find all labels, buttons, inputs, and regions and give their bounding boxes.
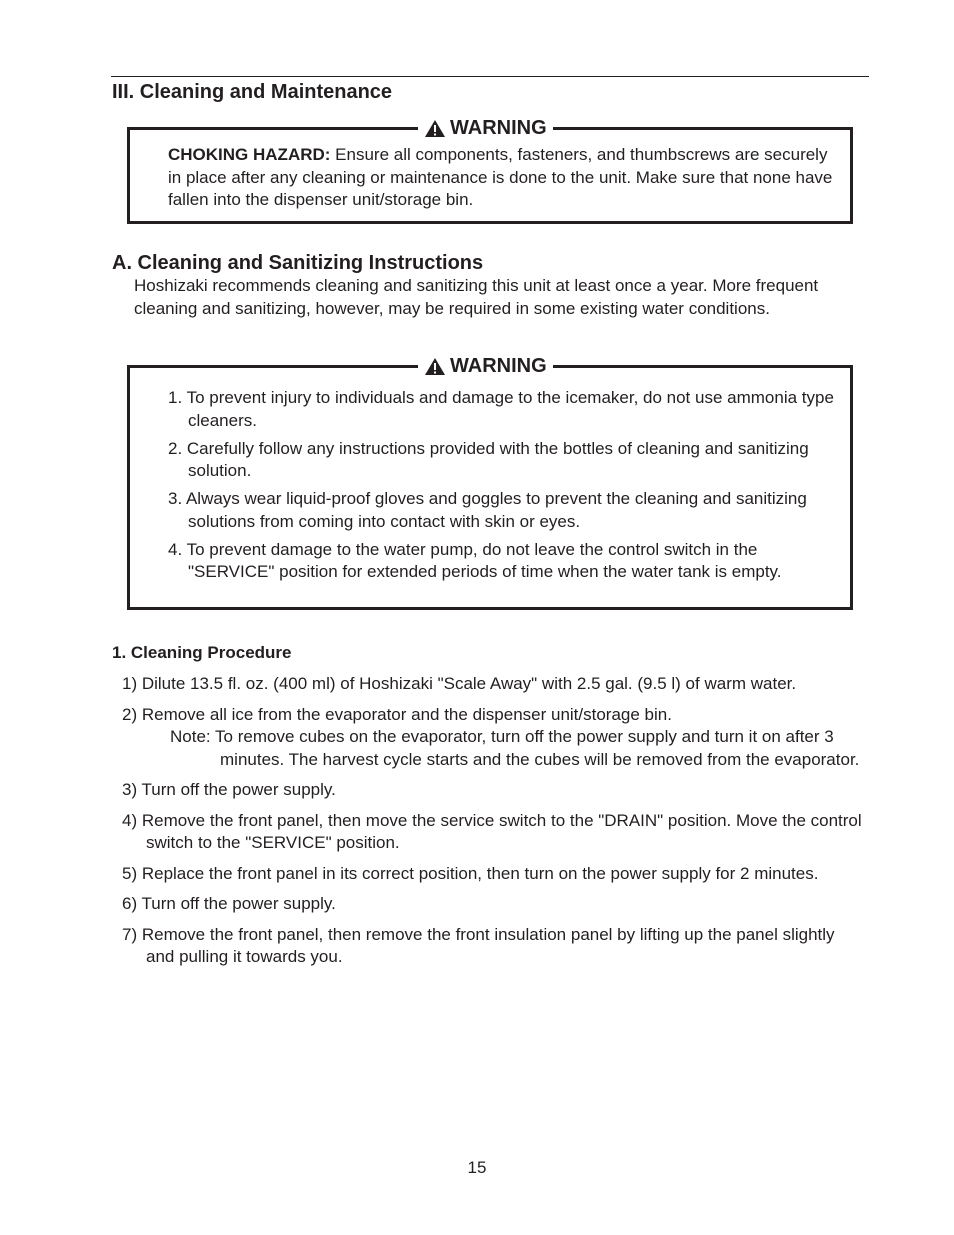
warning-body: Ensure all components, fasteners, and thumbscrews are securely in place after any cleaning or maintenance is done to the unit. Make sure that none have fallen into the dispenser unit/storage bin. bbox=[168, 145, 833, 209]
procedure-title: 1. Cleaning Procedure bbox=[112, 643, 292, 662]
step-item: 6) Turn off the power supply. bbox=[122, 894, 336, 913]
warning-item: 4. To prevent damage to the water pump, do not leave the control switch in the "SERVICE" position for extended periods of time when the water tank is empty. bbox=[168, 539, 782, 581]
section-title: III. Cleaning and Maintenance bbox=[112, 81, 393, 103]
intro-paragraph: Hoshizaki recommends cleaning and sanitizing this unit at least once a year. More frequent cleaning and sanitizing, however, may be required in some existing water conditions. bbox=[134, 276, 819, 318]
page-number: 15 bbox=[467, 1158, 487, 1177]
warning-box-cleaning bbox=[127, 355, 853, 610]
warning-lead: CHOKING HAZARD: bbox=[168, 145, 331, 164]
warning-item: 3. Always wear liquid-proof gloves and goggles to prevent the cleaning and sanitizing solutions from coming into contact with skin or eyes. bbox=[168, 489, 807, 531]
warning-box-choking bbox=[127, 117, 853, 224]
warning-label: WARNING bbox=[450, 355, 547, 377]
warning-item: 1. To prevent injury to individuals and damage to the icemaker, do not use ammonia type cleaners. bbox=[168, 388, 834, 430]
warning-text bbox=[168, 144, 838, 212]
step-item: 3) Turn off the power supply. bbox=[122, 780, 336, 799]
step-item bbox=[122, 704, 862, 772]
step-item: 7) Remove the front panel, then remove the front insulation panel by lifting up the panel slightly and pulling it towards you. bbox=[122, 924, 835, 966]
warning-header bbox=[418, 115, 553, 141]
warning-label: WARNING bbox=[450, 117, 547, 139]
step-text: 2) Remove all ice from the evaporator and the dispenser unit/storage bin. bbox=[122, 704, 672, 724]
procedure-steps bbox=[122, 673, 862, 977]
warning-item: 2. Carefully follow any instructions provided with the bottles of cleaning and sanitizing solution. bbox=[168, 438, 809, 480]
warning-triangle-icon bbox=[424, 357, 446, 376]
warning-triangle-icon bbox=[424, 119, 446, 138]
warning-header bbox=[418, 353, 553, 379]
step-item: 1) Dilute 13.5 fl. oz. (400 ml) of Hoshizaki "Scale Away" with 2.5 gal. (9.5 l) of warm water. bbox=[122, 674, 797, 693]
step-note: Note: To remove cubes on the evaporator, turn off the power supply and turn it on after 3 minutes. The harvest cycle starts and the cubes will be removed from the evaporator. bbox=[170, 727, 860, 769]
top-rule bbox=[111, 76, 869, 77]
step-item: 5) Replace the front panel in its correct position, then turn on the power supply for 2 minutes. bbox=[122, 863, 819, 883]
subsection-title: A. Cleaning and Sanitizing Instructions bbox=[112, 252, 484, 274]
step-item: 4) Remove the front panel, then move the service switch to the "DRAIN" position. Move the control switch to the "SERVICE" position. bbox=[122, 810, 862, 852]
warning-list bbox=[168, 387, 838, 589]
